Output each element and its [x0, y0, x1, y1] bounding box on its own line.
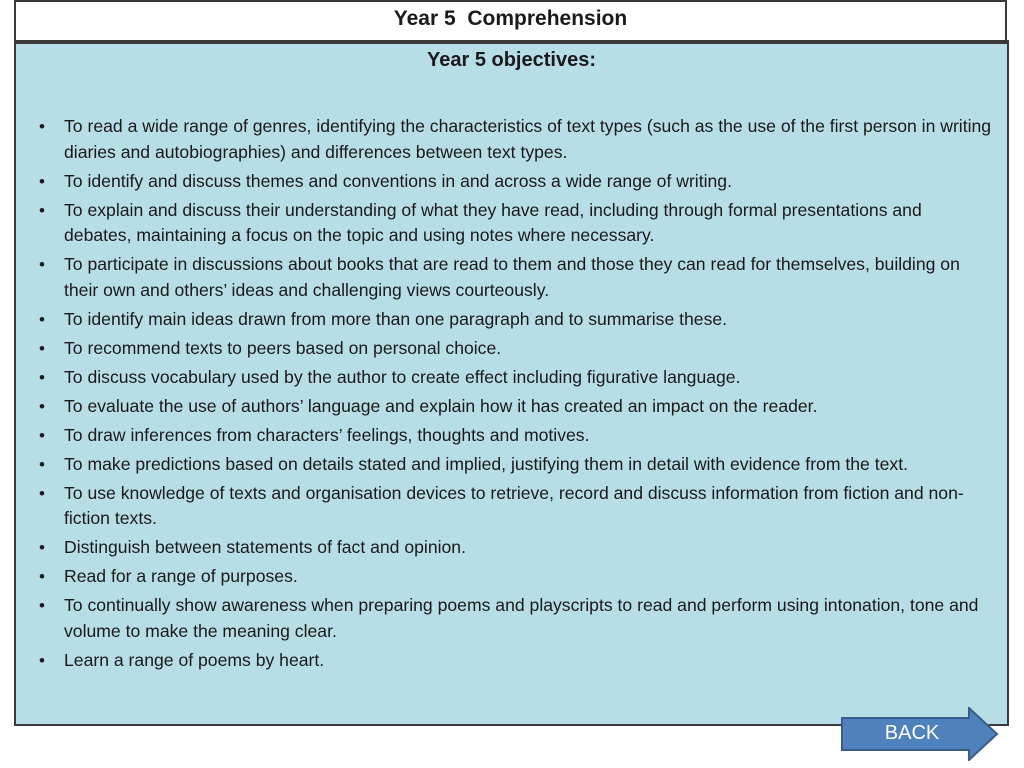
objective-item [32, 481, 992, 532]
bullet-icon: • [39, 200, 45, 220]
objectives-list [32, 114, 992, 677]
objective-text: Read for a range of purposes. [64, 566, 298, 586]
back-button[interactable] [841, 707, 999, 761]
objective-item [32, 394, 992, 420]
bullet-icon: • [39, 596, 45, 615]
objective-text: To evaluate the use of authors’ language and explain how it has created an impact on the reader. [64, 395, 818, 416]
objective-item [32, 169, 992, 195]
objective-text: To draw inferences from characters’ feelings, thoughts and motives. [64, 424, 590, 445]
objective-text: To recommend texts to peers based on personal choice. [64, 337, 502, 358]
objectives-panel [14, 40, 1009, 744]
objective-item [32, 114, 992, 165]
bullet-icon: • [39, 171, 45, 191]
objective-text: To identify main ideas drawn from more than one paragraph and to summarise these. [64, 308, 728, 329]
bullet-icon: • [39, 309, 45, 329]
objective-item [32, 452, 992, 478]
back-button-label: BACK [884, 722, 940, 744]
objective-text: To explain and discuss their understanding of what they have read, including through formal presentations and debates, maintaining a focus on the topic and using notes where necessary. [64, 199, 922, 245]
bullet-icon: • [39, 650, 45, 670]
objective-text: Distinguish between statements of fact and opinion. [64, 537, 466, 557]
bullet-icon: • [39, 117, 45, 136]
objective-item [32, 564, 992, 590]
objective-text: To identify and discuss themes and conventions in and across a wide range of writing. [64, 170, 732, 191]
objective-item [32, 423, 992, 449]
objective-item [32, 648, 992, 674]
objective-text: To participate in discussions about books that are read to them and those they can read for themselves, building on their own and others’ ideas and challenging views courteously. [64, 254, 960, 300]
objective-text: To use knowledge of texts and organisation devices to retrieve, record and discuss information from fiction and non-fiction texts. [64, 482, 964, 528]
section-subtitle: Year 5 objectives: [427, 49, 596, 71]
bullet-icon: • [39, 454, 45, 474]
bullet-icon: • [39, 338, 45, 358]
objective-item [32, 336, 992, 362]
objective-item [32, 365, 992, 391]
objective-text: To continually show awareness when preparing poems and playscripts to read and perform using intonation, tone and volume to make the meaning clear. [64, 595, 979, 641]
bullet-icon: • [39, 483, 45, 503]
title-bar [14, 0, 1007, 40]
objective-item [32, 593, 992, 644]
bullet-icon: • [39, 538, 45, 557]
objective-item [32, 252, 992, 303]
objective-text: To read a wide range of genres, identifying the characteristics of text types (such as the use of the first person in writing diaries and autobiographies) and differences between text types. [64, 116, 992, 162]
bullet-icon: • [39, 567, 45, 586]
page-title: Year 5 Comprehension [393, 7, 628, 30]
objective-item [32, 307, 992, 333]
bullet-icon: • [39, 255, 45, 274]
objective-text: To make predictions based on details stated and implied, justifying them in detail with evidence from the text. [64, 453, 908, 474]
objective-item [32, 535, 992, 561]
objective-text: To discuss vocabulary used by the author to create effect including figurative language. [64, 366, 741, 387]
objective-item [32, 198, 992, 249]
bullet-icon: • [39, 396, 45, 416]
bullet-icon: • [39, 425, 45, 445]
bullet-icon: • [39, 367, 45, 387]
objective-text: Learn a range of poems by heart. [64, 649, 325, 670]
